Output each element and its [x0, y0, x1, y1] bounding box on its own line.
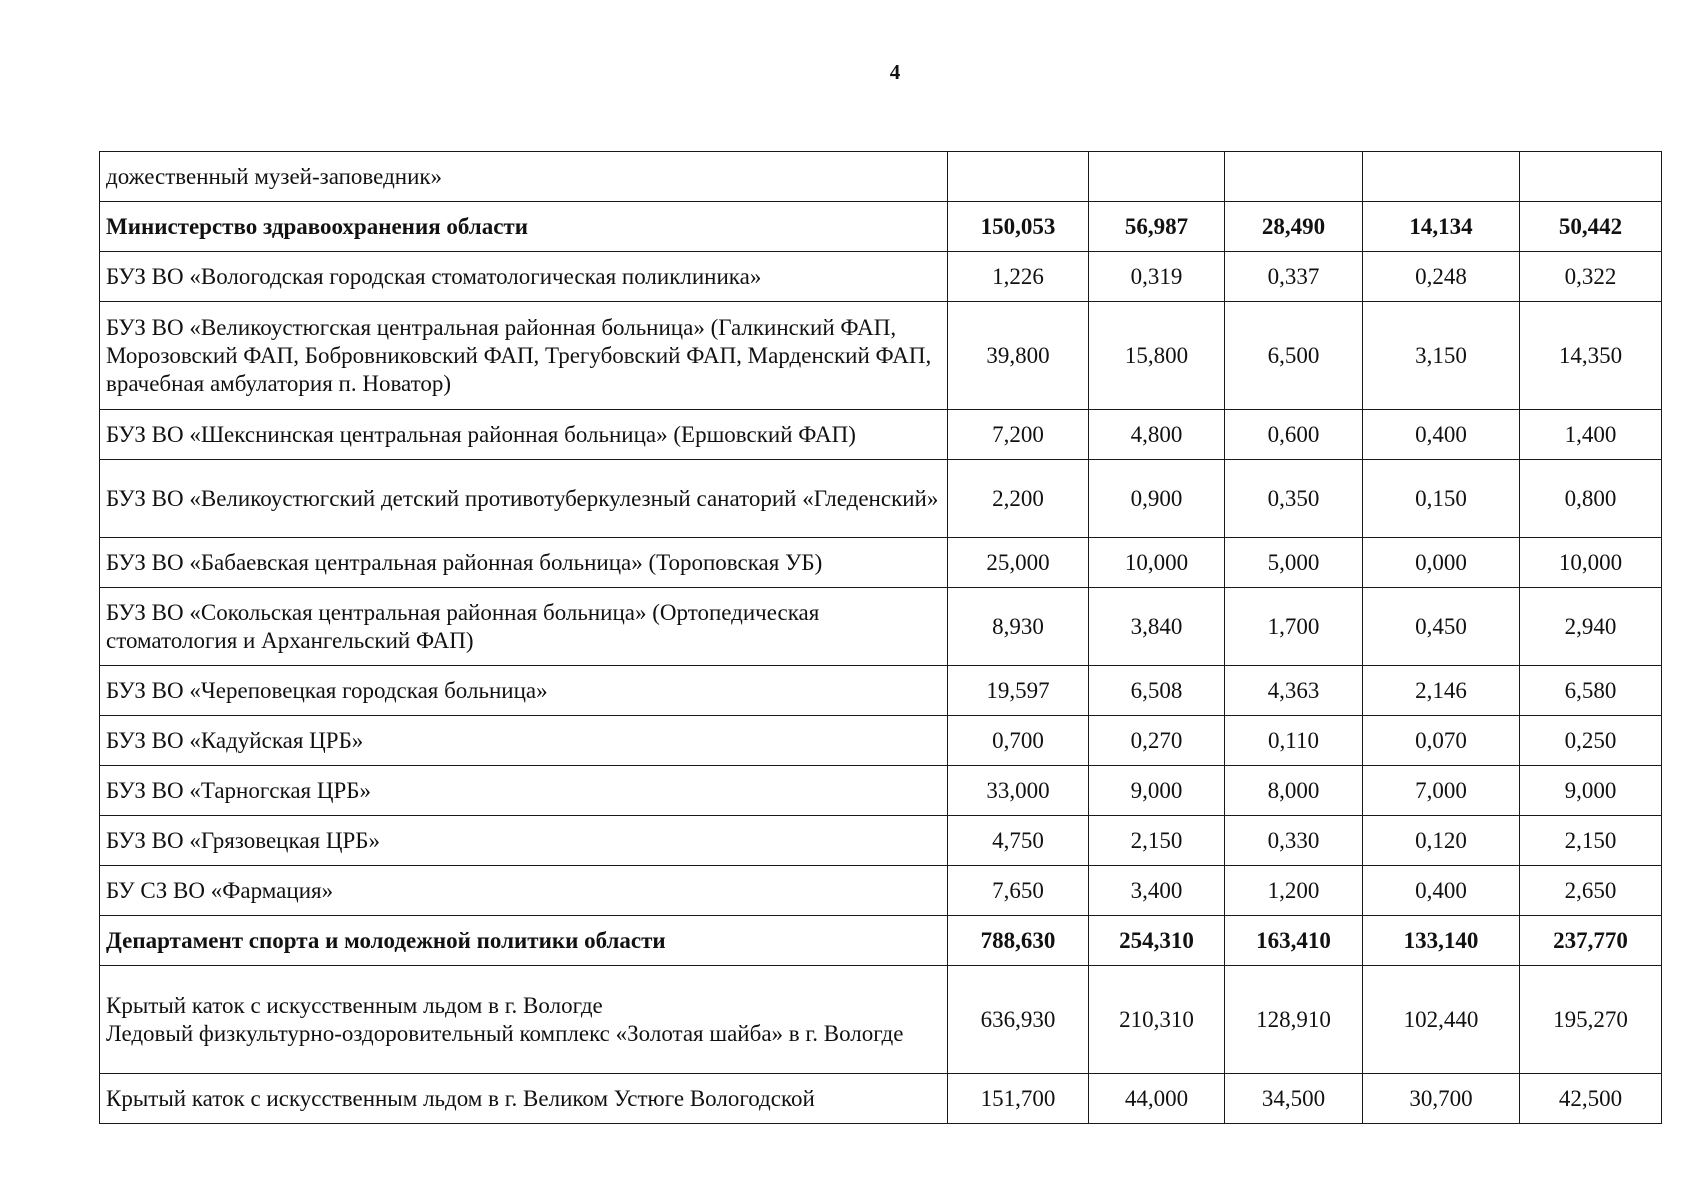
table-row: [100, 460, 1662, 538]
value-cell-3: [1225, 252, 1363, 302]
cell-value: 3,150: [1415, 342, 1467, 368]
value-cell-5: [1520, 666, 1662, 716]
cell-value: 7,000: [1415, 777, 1467, 803]
cell-value: 2,200: [992, 485, 1044, 511]
value-cell-1: [948, 588, 1089, 666]
row-name: БУЗ ВО «Великоустюгская центральная районная больница» (Галкинский ФАП, Морозовский ФАП, Бобровниковский ФАП, Трегубовский ФАП, Марденский ФАП, врачебная амбулатория п. Новатор): [106, 314, 932, 396]
value-cell-1: [948, 252, 1089, 302]
cell-value: 8,000: [1267, 777, 1320, 803]
value-cell-3: [1225, 716, 1363, 766]
cell-value: 0,400: [1415, 877, 1467, 903]
value-cell-1: [948, 866, 1089, 916]
value-cell-2: [1089, 588, 1225, 666]
cell-value: 0,070: [1415, 727, 1467, 753]
row-name: БУЗ ВО «Тарногская ЦРБ»: [106, 777, 371, 803]
cell-value: 128,910: [1256, 1006, 1331, 1032]
cell-value: 2,150: [1564, 827, 1617, 853]
value-cell-2: [1089, 966, 1225, 1074]
value-cell-2: [1089, 1074, 1225, 1124]
cell-value: 10,000: [1124, 549, 1189, 575]
cell-value: 0,120: [1415, 827, 1467, 853]
cell-value: 50,442: [1558, 213, 1623, 239]
table-row: [100, 766, 1662, 816]
cell-value: 42,500: [1558, 1085, 1623, 1111]
cell-value: 0,350: [1267, 485, 1320, 511]
table-row: [100, 588, 1662, 666]
value-cell-3: [1225, 866, 1363, 916]
cell-value: 4,750: [992, 827, 1044, 853]
cell-value: 102,440: [1403, 1006, 1479, 1032]
value-cell-3: [1225, 1074, 1363, 1124]
value-cell-3: [1225, 410, 1363, 460]
value-cell-2: [1089, 916, 1225, 966]
value-cell-4: [1363, 716, 1520, 766]
value-cell-5: [1520, 202, 1662, 252]
cell-value: 30,700: [1409, 1085, 1473, 1111]
row-name: БУЗ ВО «Бабаевская центральная районная больница» (Тороповская УБ): [106, 549, 823, 575]
value-cell-1: [948, 202, 1089, 252]
cell-value: 6,580: [1564, 677, 1617, 703]
cell-value: 15,800: [1124, 342, 1189, 368]
row-name: Крытый каток с искусственным льдом в г. Вологде Ледовый физкультурно-оздоровительный комплекс «Золотая шайба» в г. Вологде: [106, 992, 904, 1046]
cell-value: 14,134: [1409, 213, 1473, 239]
value-cell-4: [1363, 252, 1520, 302]
row-name: БУЗ ВО «Кадуйская ЦРБ»: [106, 727, 364, 753]
value-cell-5: [1520, 252, 1662, 302]
budget-table-body: [100, 152, 1662, 1124]
row-name: Министерство здравоохранения области: [106, 213, 528, 239]
row-name: Крытый каток с искусственным льдом в г. Великом Устюге Вологодской: [106, 1085, 815, 1111]
cell-value: 0,330: [1267, 827, 1320, 853]
table-row: [100, 302, 1662, 410]
value-cell-2: [1089, 716, 1225, 766]
value-cell-4: [1363, 460, 1520, 538]
table-row: [100, 866, 1662, 916]
row-name: БУЗ ВО «Шекснинская центральная районная больница» (Ершовский ФАП): [106, 421, 856, 447]
value-cell-1: [948, 766, 1089, 816]
cell-value: 788,630: [980, 927, 1056, 953]
value-cell-2: [1089, 410, 1225, 460]
value-cell-5: [1520, 460, 1662, 538]
value-cell-3: [1225, 460, 1363, 538]
cell-value: 195,270: [1553, 1006, 1628, 1032]
cell-value: 0,150: [1415, 485, 1467, 511]
table-row: [100, 1074, 1662, 1124]
cell-value: 254,310: [1119, 927, 1194, 953]
value-cell-5: [1520, 410, 1662, 460]
cell-value: 0,110: [1268, 727, 1319, 753]
table-group-row: [100, 202, 1662, 252]
value-cell-3: [1225, 666, 1363, 716]
value-cell-4: [1363, 302, 1520, 410]
row-name: Департамент спорта и молодежной политики области: [106, 927, 666, 953]
table-group-row: [100, 916, 1662, 966]
cell-value: 2,940: [1564, 613, 1617, 639]
cell-value: 28,490: [1261, 213, 1326, 239]
value-cell-1: [948, 666, 1089, 716]
value-cell-4: [1363, 202, 1520, 252]
cell-value: 0,900: [1130, 485, 1183, 511]
cell-value: 2,650: [1564, 877, 1617, 903]
cell-value: 0,000: [1415, 549, 1467, 575]
row-name-cell: [100, 538, 948, 588]
cell-value: 151,700: [980, 1085, 1056, 1111]
cell-value: 2,150: [1130, 827, 1183, 853]
cell-value: 14,350: [1558, 342, 1623, 368]
value-cell-1: [948, 716, 1089, 766]
value-cell-2: [1089, 152, 1225, 202]
value-cell-5: [1520, 816, 1662, 866]
value-cell-3: [1225, 816, 1363, 866]
cell-value: 0,600: [1267, 421, 1320, 447]
value-cell-1: [948, 302, 1089, 410]
cell-value: 2,146: [1415, 677, 1467, 703]
value-cell-4: [1363, 152, 1520, 202]
cell-value: 9,000: [1564, 777, 1617, 803]
value-cell-2: [1089, 202, 1225, 252]
table-row: [100, 410, 1662, 460]
value-cell-2: [1089, 666, 1225, 716]
row-name-cell: [100, 252, 948, 302]
value-cell-1: [948, 460, 1089, 538]
row-name-cell: [100, 202, 948, 252]
table-row: [100, 666, 1662, 716]
row-name-cell: [100, 302, 948, 410]
cell-value: 1,700: [1267, 613, 1320, 639]
value-cell-4: [1363, 666, 1520, 716]
row-name: БУЗ ВО «Великоустюгский детский противотуберкулезный санаторий «Гледенский»: [106, 485, 939, 511]
cell-value: 5,000: [1267, 549, 1320, 575]
value-cell-2: [1089, 252, 1225, 302]
value-cell-5: [1520, 538, 1662, 588]
cell-value: 44,000: [1124, 1085, 1189, 1111]
cell-value: 33,000: [986, 777, 1050, 803]
cell-value: 19,597: [986, 677, 1050, 703]
value-cell-2: [1089, 816, 1225, 866]
row-name-cell: [100, 766, 948, 816]
cell-value: 25,000: [986, 549, 1050, 575]
cell-value: 636,930: [980, 1006, 1056, 1032]
cell-value: 0,270: [1130, 727, 1183, 753]
value-cell-2: [1089, 538, 1225, 588]
value-cell-4: [1363, 766, 1520, 816]
value-cell-4: [1363, 816, 1520, 866]
value-cell-1: [948, 410, 1089, 460]
row-name: БУЗ ВО «Вологодская городская стоматологическая поликлиника»: [106, 263, 762, 289]
row-name-cell: [100, 716, 948, 766]
row-name-cell: [100, 966, 948, 1074]
cell-value: 56,987: [1124, 213, 1189, 239]
table-row: [100, 966, 1662, 1074]
table-row: [100, 152, 1662, 202]
row-name-cell: [100, 588, 948, 666]
row-name-cell: [100, 866, 948, 916]
cell-value: 0,337: [1267, 263, 1320, 289]
cell-value: 0,319: [1130, 263, 1183, 289]
cell-value: 1,400: [1564, 421, 1617, 447]
value-cell-1: [948, 816, 1089, 866]
table-row: [100, 252, 1662, 302]
cell-value: 0,250: [1564, 727, 1617, 753]
cell-value: 10,000: [1558, 549, 1623, 575]
row-name-cell: [100, 152, 948, 202]
row-name-cell: [100, 816, 948, 866]
cell-value: 0,400: [1415, 421, 1467, 447]
row-name-cell: [100, 1074, 948, 1124]
row-name: БУ СЗ ВО «Фармация»: [106, 877, 334, 903]
value-cell-4: [1363, 538, 1520, 588]
cell-value: 1,200: [1267, 877, 1320, 903]
value-cell-5: [1520, 966, 1662, 1074]
cell-value: 210,310: [1119, 1006, 1194, 1032]
value-cell-1: [948, 966, 1089, 1074]
cell-value: 237,770: [1553, 927, 1628, 953]
value-cell-5: [1520, 866, 1662, 916]
value-cell-5: [1520, 916, 1662, 966]
cell-value: 34,500: [1261, 1085, 1326, 1111]
cell-value: 0,450: [1415, 613, 1467, 639]
row-name: БУЗ ВО «Грязовецкая ЦРБ»: [106, 827, 380, 853]
row-name-cell: [100, 410, 948, 460]
table-row: [100, 538, 1662, 588]
value-cell-2: [1089, 460, 1225, 538]
cell-value: 9,000: [1130, 777, 1183, 803]
value-cell-2: [1089, 302, 1225, 410]
cell-value: 0,248: [1415, 263, 1467, 289]
cell-value: 4,800: [1130, 421, 1183, 447]
cell-value: 39,800: [986, 342, 1050, 368]
value-cell-5: [1520, 716, 1662, 766]
cell-value: 6,500: [1267, 342, 1320, 368]
value-cell-5: [1520, 302, 1662, 410]
value-cell-4: [1363, 1074, 1520, 1124]
row-name: БУЗ ВО «Череповецкая городская больница»: [106, 677, 548, 703]
value-cell-2: [1089, 866, 1225, 916]
budget-table: [99, 151, 1662, 1124]
value-cell-3: [1225, 766, 1363, 816]
row-name-cell: [100, 666, 948, 716]
value-cell-1: [948, 916, 1089, 966]
cell-value: 4,363: [1267, 677, 1320, 703]
table-row: [100, 816, 1662, 866]
page-number: 4: [889, 60, 901, 84]
value-cell-4: [1363, 866, 1520, 916]
value-cell-4: [1363, 916, 1520, 966]
cell-value: 7,200: [992, 421, 1044, 447]
row-name-cell: [100, 916, 948, 966]
value-cell-4: [1363, 410, 1520, 460]
row-name: дожественный музей-заповедник»: [106, 163, 443, 189]
value-cell-5: [1520, 588, 1662, 666]
value-cell-2: [1089, 766, 1225, 816]
table-row: [100, 716, 1662, 766]
value-cell-3: [1225, 202, 1363, 252]
cell-value: 150,053: [980, 213, 1056, 239]
cell-value: 1,226: [992, 263, 1044, 289]
value-cell-5: [1520, 766, 1662, 816]
value-cell-3: [1225, 916, 1363, 966]
cell-value: 7,650: [992, 877, 1044, 903]
value-cell-5: [1520, 152, 1662, 202]
cell-value: 0,700: [992, 727, 1044, 753]
value-cell-1: [948, 1074, 1089, 1124]
value-cell-1: [948, 152, 1089, 202]
cell-value: 133,140: [1403, 927, 1479, 953]
cell-value: 3,840: [1130, 613, 1183, 639]
value-cell-3: [1225, 588, 1363, 666]
cell-value: 6,508: [1130, 677, 1183, 703]
row-name: БУЗ ВО «Сокольская центральная районная больница» (Ортопедическая стоматология и Архангельский ФАП): [106, 599, 820, 653]
value-cell-4: [1363, 966, 1520, 1074]
cell-value: 163,410: [1256, 927, 1331, 953]
value-cell-4: [1363, 588, 1520, 666]
value-cell-3: [1225, 152, 1363, 202]
value-cell-3: [1225, 966, 1363, 1074]
row-name-cell: [100, 460, 948, 538]
cell-value: 3,400: [1130, 877, 1183, 903]
value-cell-3: [1225, 302, 1363, 410]
cell-value: 0,800: [1564, 485, 1617, 511]
cell-value: 0,322: [1564, 263, 1617, 289]
cell-value: 8,930: [992, 613, 1044, 639]
value-cell-1: [948, 538, 1089, 588]
value-cell-5: [1520, 1074, 1662, 1124]
value-cell-3: [1225, 538, 1363, 588]
